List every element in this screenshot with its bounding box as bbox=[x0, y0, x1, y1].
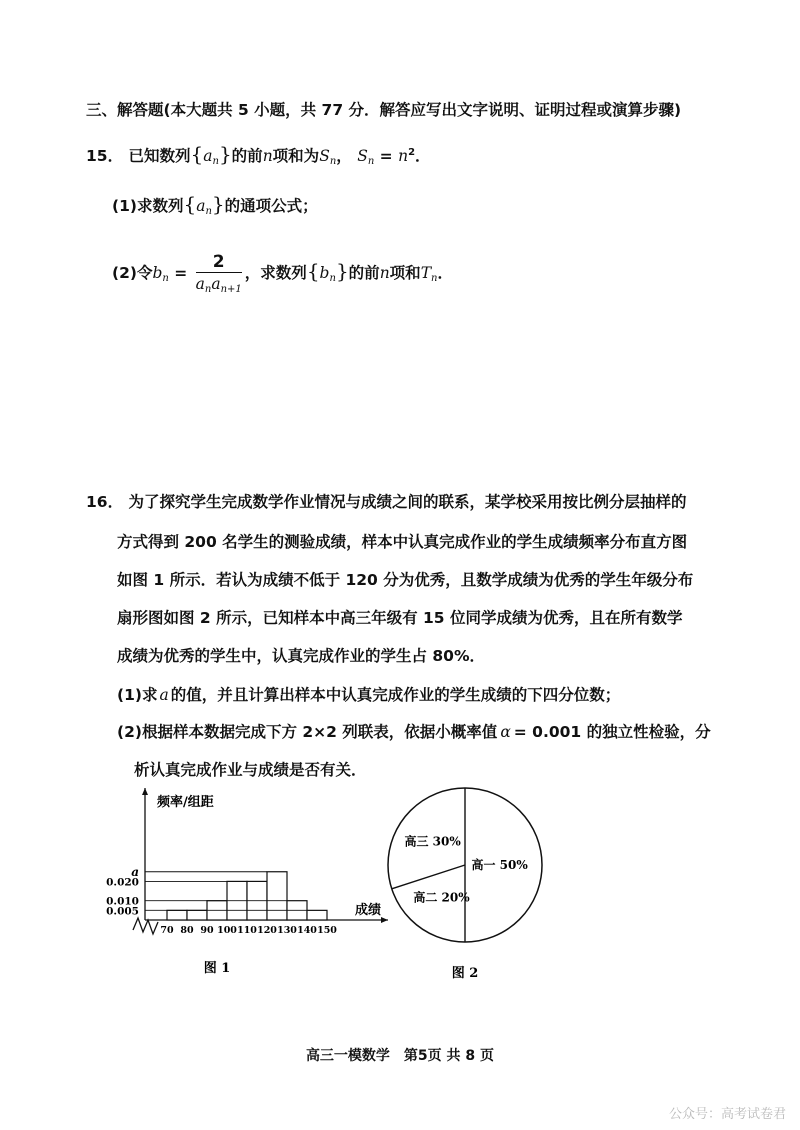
superscript-2: 2 bbox=[408, 146, 416, 158]
question-16-line-2: 方式得到 200 名学生的测验成绩，样本中认真完成作业的学生成绩频率分布直方图 bbox=[117, 533, 688, 551]
var-a: a bbox=[211, 275, 221, 293]
x-tick-label: 70 bbox=[160, 925, 174, 936]
histogram-bar bbox=[307, 910, 327, 920]
right-brace: } bbox=[211, 192, 225, 216]
subscript-n: n bbox=[205, 206, 212, 217]
x-tick-label: 100 bbox=[217, 925, 237, 936]
y-tick-label: 0.020 bbox=[106, 876, 139, 889]
stem-text: 项和为 bbox=[272, 147, 320, 165]
question-15-part-1 bbox=[112, 192, 318, 217]
question-16-line-3: 如图 1 所示．若认为成绩不低于 120 分为优秀，且数学成绩为优秀的学生年级分布 bbox=[117, 571, 694, 589]
fraction-denominator bbox=[196, 273, 242, 295]
question-16-line-1 bbox=[86, 490, 687, 512]
subscript-n: n bbox=[329, 156, 337, 167]
part-text: 的前 bbox=[348, 264, 380, 282]
right-brace: } bbox=[335, 259, 349, 283]
stem-text: 已知数列 bbox=[128, 147, 191, 165]
part-text: 的通项公式； bbox=[224, 197, 318, 215]
pie-slice-label: 高二 20% bbox=[413, 890, 470, 905]
part-text: 项和 bbox=[389, 264, 421, 282]
subscript-n: n bbox=[329, 273, 336, 284]
histogram-bar bbox=[187, 910, 207, 920]
var-n: n bbox=[398, 147, 409, 165]
left-brace: { bbox=[190, 142, 204, 166]
x-tick-label: 140 bbox=[297, 925, 317, 936]
right-brace: } bbox=[218, 142, 232, 166]
x-tick-label: 150 bbox=[317, 925, 337, 936]
y-axis-arrow bbox=[142, 788, 148, 795]
part-text: (1)求 bbox=[117, 686, 158, 704]
figure-caption: 图 1 bbox=[203, 961, 231, 976]
subscript-n: n bbox=[212, 156, 219, 167]
stem-text: ． bbox=[415, 147, 431, 165]
y-tick-label: a bbox=[131, 864, 139, 879]
var-a: a bbox=[203, 147, 213, 165]
var-T: T bbox=[420, 264, 432, 282]
x-tick-label: 90 bbox=[200, 925, 214, 936]
pie-slice-label: 高一 50% bbox=[471, 858, 528, 872]
question-16-part-2-cont: 析认真完成作业与成绩是否有关． bbox=[134, 761, 367, 779]
stem-text: 的前 bbox=[231, 147, 263, 165]
x-tick-label: 130 bbox=[277, 925, 297, 936]
part-text: = 0.001 的独立性检验，分 bbox=[513, 723, 711, 741]
histogram-figure-1 bbox=[100, 780, 400, 985]
var-a: a bbox=[196, 197, 206, 215]
fraction-numerator: 2 bbox=[196, 252, 242, 273]
part-text: (1)求数列 bbox=[112, 197, 184, 215]
subscript-n: n bbox=[204, 284, 212, 295]
y-tick-label: 0.005 bbox=[106, 905, 139, 918]
histogram-bar bbox=[267, 872, 287, 920]
var-alpha: α bbox=[500, 723, 511, 741]
var-S: S bbox=[357, 147, 368, 165]
left-brace: { bbox=[306, 259, 320, 283]
fraction bbox=[196, 252, 242, 295]
part-text: ． bbox=[437, 264, 453, 282]
question-number: 16． bbox=[86, 493, 124, 511]
x-tick-label: 120 bbox=[257, 925, 277, 936]
part-text: (2)根据样本数据完成下方 2×2 列联表，依据小概率值 bbox=[117, 723, 498, 741]
question-15-stem bbox=[86, 142, 431, 167]
question-16-part-1 bbox=[117, 683, 620, 705]
x-tick-label: 110 bbox=[237, 925, 257, 936]
var-b: b bbox=[319, 264, 330, 282]
section-heading: 三、解答题(本大题共 5 小题，共 77 分．解答应写出文字说明、证明过程或演算步骤) bbox=[86, 101, 682, 119]
equals-sign: = bbox=[379, 147, 393, 165]
x-tick-label: 80 bbox=[180, 925, 194, 936]
var-n: n bbox=[379, 264, 390, 282]
part-text: 的值，并且计算出样本中认真完成作业的学生成绩的下四分位数； bbox=[170, 686, 621, 704]
equals-sign: = bbox=[174, 264, 188, 282]
part-text: (2)令 bbox=[112, 264, 153, 282]
question-number: 15． bbox=[86, 147, 124, 165]
var-a: a bbox=[195, 275, 205, 293]
figure-caption: 图 2 bbox=[451, 966, 479, 981]
histogram-bar bbox=[167, 910, 187, 920]
var-a: a bbox=[159, 686, 169, 704]
subscript-n-plus-1: n+1 bbox=[220, 284, 242, 295]
pie-chart-figure-2 bbox=[380, 780, 550, 985]
left-brace: { bbox=[183, 192, 197, 216]
subscript-n: n bbox=[367, 156, 375, 167]
pie-slice-label: 高三 30% bbox=[404, 834, 461, 849]
question-16-part-2 bbox=[117, 720, 711, 742]
subscript-n: n bbox=[431, 273, 438, 284]
var-b: b bbox=[152, 264, 163, 282]
watermark: 公众号：高考试卷君 bbox=[668, 1107, 786, 1122]
question-15-part-2 bbox=[112, 252, 453, 295]
page-footer: 高三一模数学 第5页 共 8 页 bbox=[305, 1048, 495, 1064]
part-text: ，求数列 bbox=[244, 264, 307, 282]
x-axis-label: 成绩 bbox=[355, 903, 382, 918]
stem-text: ， bbox=[336, 147, 352, 165]
y-axis-label: 频率/组距 bbox=[157, 795, 214, 810]
question-16-line-5: 成绩为优秀的学生中，认真完成作业的学生占 80%． bbox=[117, 647, 485, 665]
y-tick-label: 0.010 bbox=[106, 895, 139, 908]
var-S: S bbox=[319, 147, 330, 165]
var-n: n bbox=[262, 147, 273, 165]
stem-text: 为了探究学生完成数学作业情况与成绩之间的联系，某学校采用按比例分层抽样的 bbox=[128, 493, 687, 511]
subscript-n: n bbox=[162, 273, 169, 284]
question-16-line-4: 扇形图如图 2 所示，已知样本中高三年级有 15 位同学成绩为优秀，且在所有数学 bbox=[117, 609, 683, 627]
